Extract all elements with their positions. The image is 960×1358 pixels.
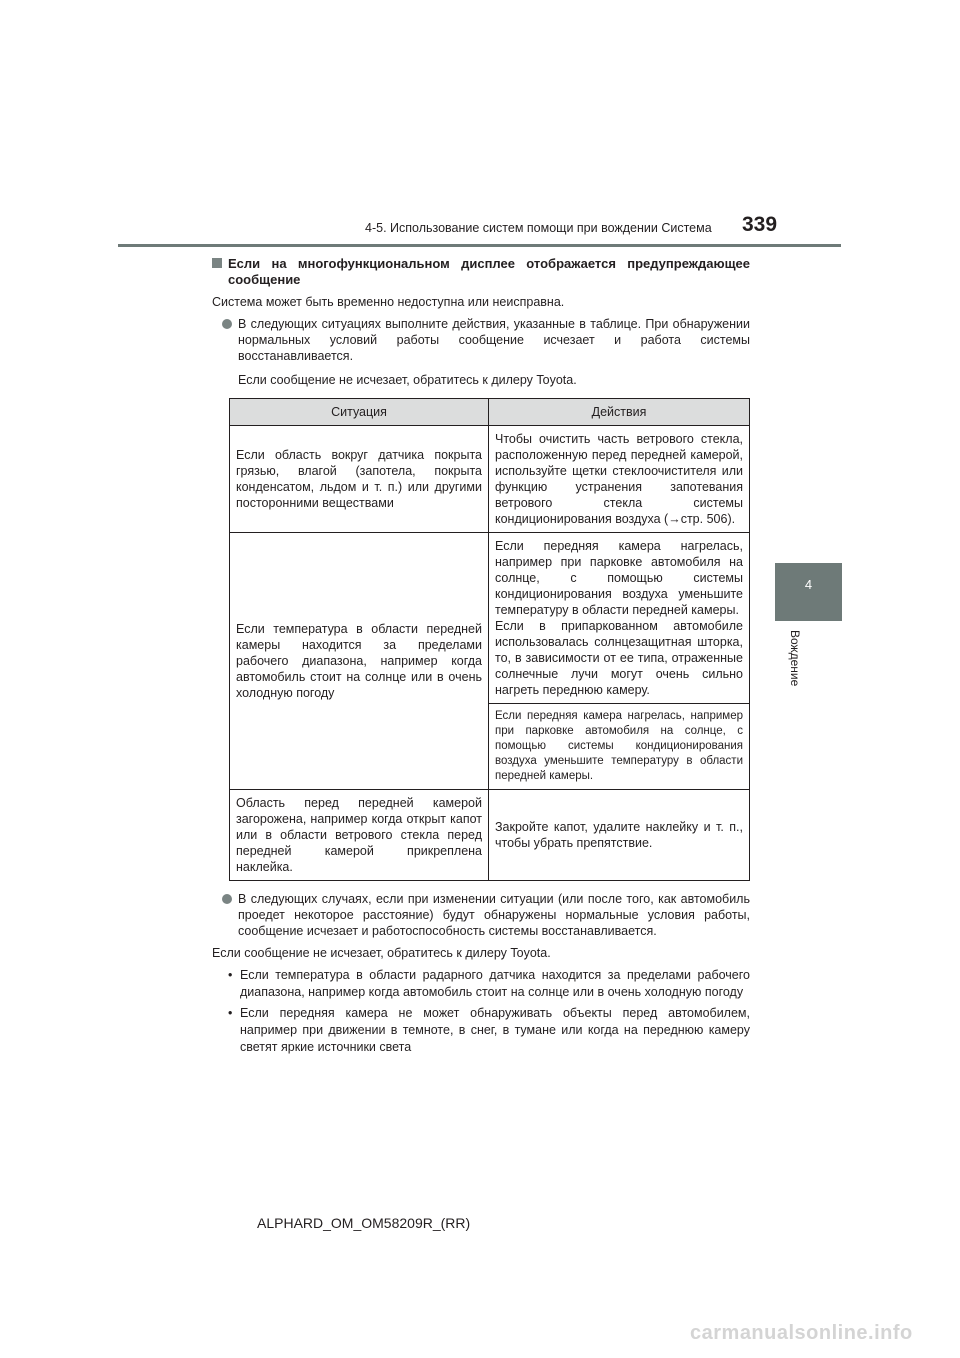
dot-bullet-icon: • <box>228 1006 233 1020</box>
bullet-paragraph-1-text: В следующих ситуациях выполните действия, указанные в таблице. При обнаружении нормальных условий работы сообщение исчезает и работа системы восстанавливается. <box>238 317 750 363</box>
table-cell-situation: Область перед передней камерой загорожена, например когда открыт капот или в области ветрового стекла перед передней камерой прикреплена наклейка. <box>230 790 489 881</box>
dot-list <box>212 967 750 1056</box>
section-heading-text: Если на многофункциональном дисплее отображается предупреждающее сообщение <box>228 256 750 287</box>
table-header-situation: Ситуация <box>230 399 489 426</box>
table-cell-action: Если передняя камера нагрелась, например при парковке автомобиля на солнце, с помощью системы кондиционирования воздуха уменьшите температуру в области передней камеры. Если в припаркованном автомобиле использовалась солнцезащитная шторка, то, в зависимости от ее типа, отраженные солнечные лучи могут очень сильно нагреть переднюю камеру. <box>489 533 750 704</box>
table-header-row <box>230 399 750 426</box>
square-bullet-icon <box>212 258 222 268</box>
header-rule <box>118 244 841 247</box>
bullet-paragraph-2-text: В следующих случаях, если при изменении ситуации (или после того, как автомобиль проедет некоторое расстояние) будут обнаружены нормальные условия работы, сообщение исчезает и работоспособность системы восстанавливается. <box>238 892 750 938</box>
table-header-action: Действия <box>489 399 750 426</box>
main-content <box>212 256 750 1056</box>
dot-bullet-icon: • <box>228 968 233 982</box>
chapter-number: 4 <box>804 577 813 592</box>
circle-bullet-icon <box>222 894 232 904</box>
bullet-paragraph-1 <box>212 316 750 364</box>
bullet-2-note: Если сообщение не исчезает, обратитесь к дилеру Toyota. <box>212 946 551 960</box>
table-cell-situation: Если область вокруг датчика покрыта грязью, влагой (запотела, покрыта конденсатом, льдом и т. п.) или другими посторонними веществами <box>230 426 489 533</box>
intro-text: Система может быть временно недоступна или неисправна. <box>212 295 565 309</box>
table-cell-situation: Если температура в области передней камеры находится за пределами рабочего диапазона, например когда автомобиль стоит на солнце или в очень холодную погоду <box>230 533 489 790</box>
circle-bullet-icon <box>222 319 232 329</box>
footer-doc-code: ALPHARD_OM_OM58209R_(RR) <box>257 1215 471 1231</box>
section-heading <box>212 256 750 288</box>
bullet-1-note: Если сообщение не исчезает, обратитесь к дилеру Toyota. <box>238 373 577 387</box>
list-item <box>212 1005 750 1056</box>
table-cell-action: Чтобы очистить часть ветрового стекла, расположенную перед передней камерой, используйте щетки стеклоочистителя или функцию устранения запотевания ветрового стекла системы кондиционирования воздуха (→стр. 506). <box>489 426 750 533</box>
table-row <box>230 533 750 704</box>
table-row <box>230 426 750 533</box>
header-section-title: 4-5. Использование систем помощи при вождении Система <box>365 221 712 235</box>
watermark: carmanualsonline.info <box>690 1322 913 1344</box>
table-row <box>230 790 750 881</box>
table-cell-action: Закройте капот, удалите наклейку и т. п., чтобы убрать препятствие. <box>489 790 750 881</box>
situation-action-table <box>229 398 750 881</box>
list-item <box>212 967 750 1001</box>
list-item-text: Если передняя камера не может обнаруживать объекты перед автомобилем, например при движении в темноте, в снег, в тумане или когда на переднюю камеру светят яркие источники света <box>240 1006 750 1054</box>
page-number: 339 <box>742 213 778 236</box>
bullet-paragraph-2 <box>212 891 750 939</box>
list-item-text: Если температура в области радарного датчика находится за пределами рабочего диапазона, например когда автомобиль стоит на солнце или в очень холодную погоду <box>240 968 750 999</box>
table-cell-action: Если передняя камера нагрелась, например при парковке автомобиля на солнце, с помощью системы кондиционирования воздуха уменьшите температуру в области передней камеры. <box>489 704 750 790</box>
chapter-label: Вождение <box>788 630 802 687</box>
chapter-tab[interactable] <box>775 563 842 621</box>
